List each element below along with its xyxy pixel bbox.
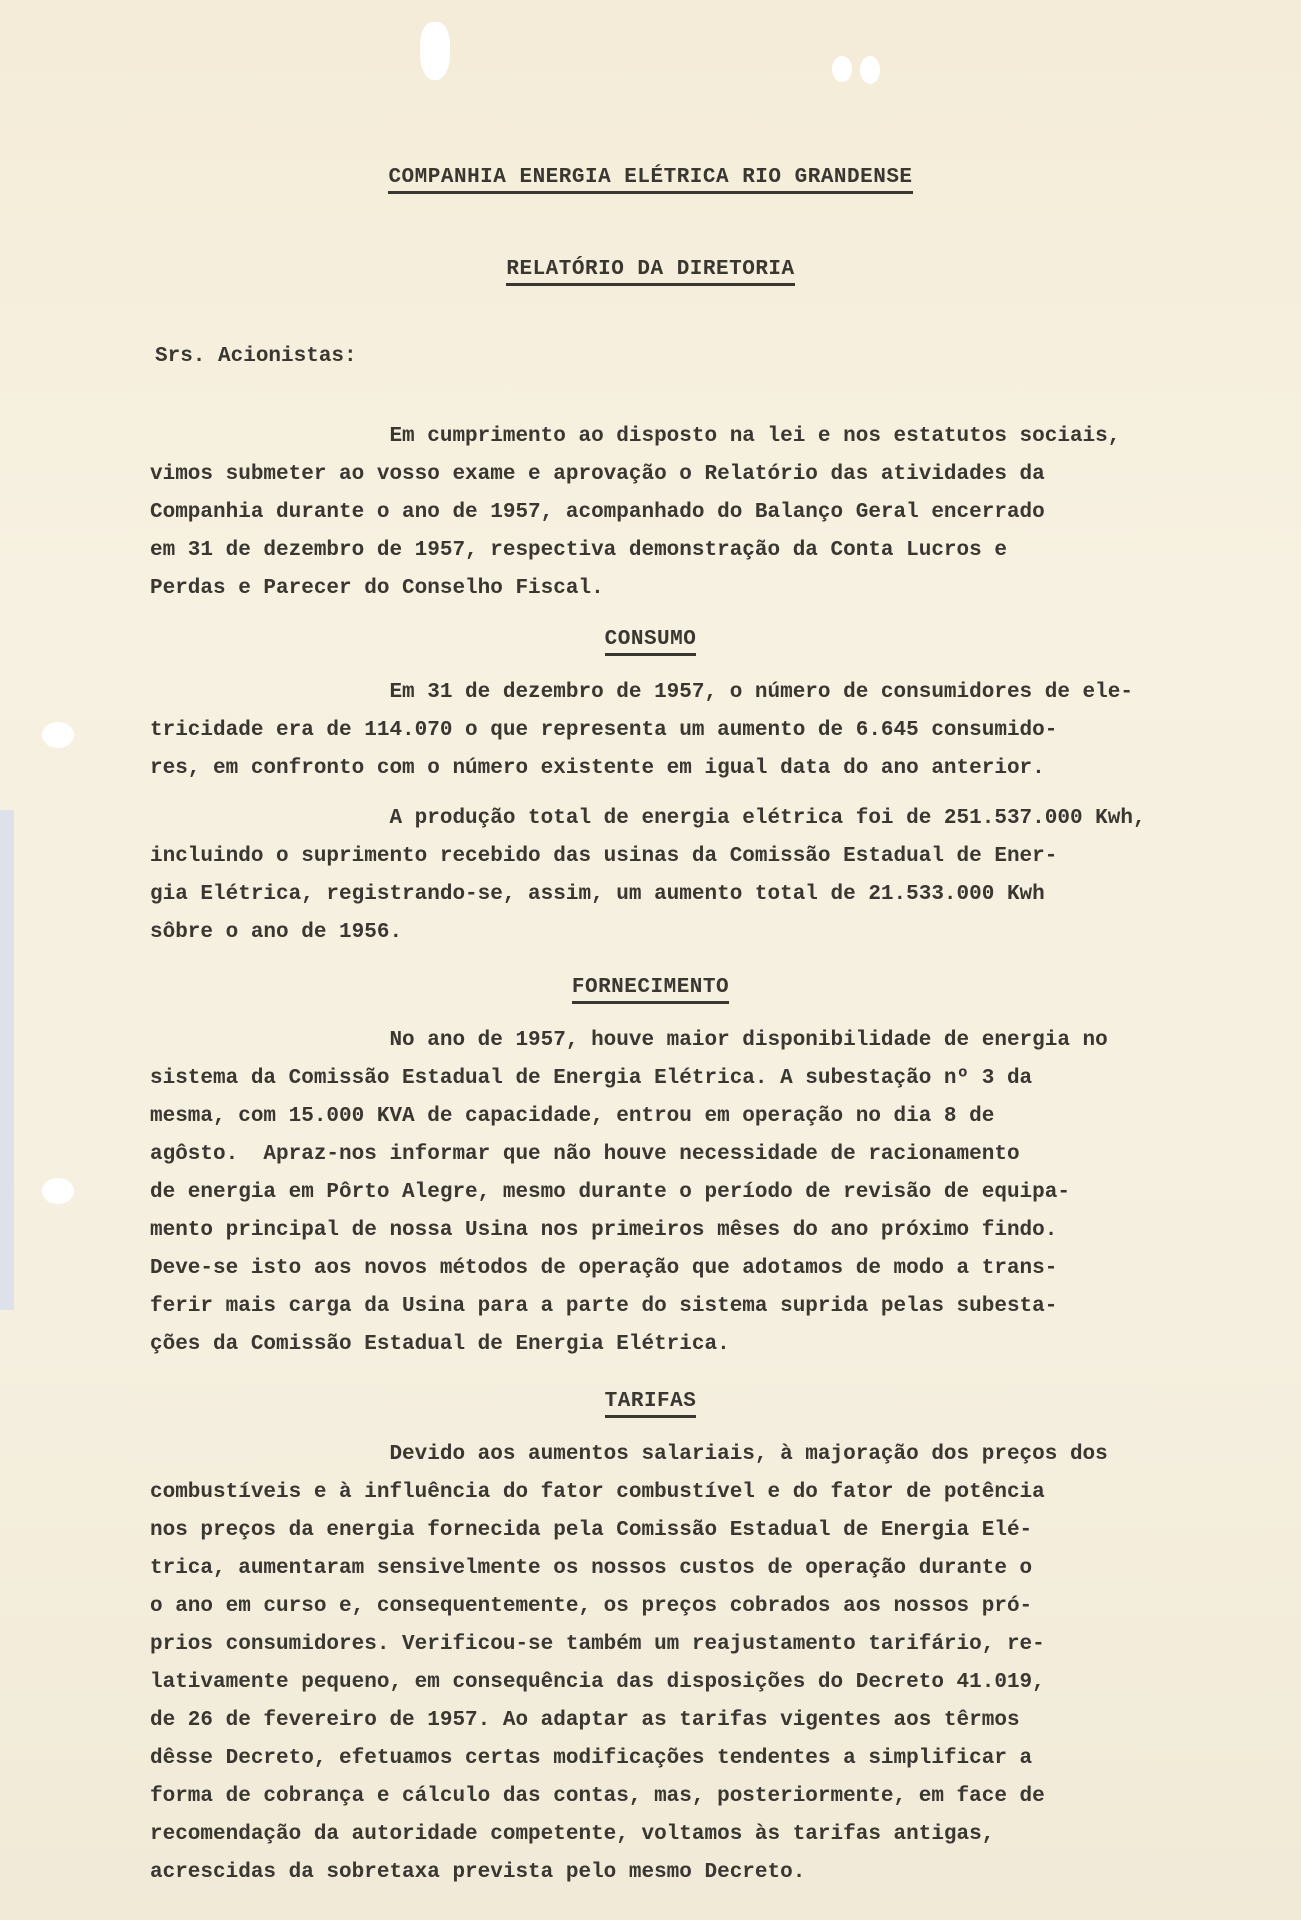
text-line: prios consumidores. Verificou-se também um reajustamento tarifário, re- [150,1633,1045,1656]
text-line: vimos submeter ao vosso exame e aprovação o Relatório das atividades da [150,463,1045,486]
text-line: tricidade era de 114.070 o que representa um aumento de 6.645 consumido- [150,719,1058,742]
punch-hole [42,1178,74,1204]
text-line: o ano em curso e, consequentemente, os preços cobrados aos nossos pró- [150,1595,1033,1618]
text-line: mento principal de nossa Usina nos primeiros mêses do ano próximo findo. [150,1219,1058,1242]
text-line: res, em confronto com o número existente em igual data do ano anterior. [150,757,1045,780]
text-line: lativamente pequeno, em consequência das disposições do Decreto 41.019, [150,1671,1045,1694]
text-line: Em 31 de dezembro de 1957, o número de consumidores de ele- [150,681,1133,704]
section-heading-consumo: CONSUMO [0,628,1301,651]
consumo-paragraph-2 [150,800,1280,952]
text-line: Deve-se isto aos novos métodos de operação que adotamos de modo a trans- [150,1257,1058,1280]
tarifas-paragraph [150,1436,1280,1892]
text-line: sistema da Comissão Estadual de Energia Elétrica. A subestação nº 3 da [150,1067,1033,1090]
text-line: agôsto. Apraz-nos informar que não houve necessidade de racionamento [150,1143,1020,1166]
report-title: RELATÓRIO DA DIRETORIA [0,258,1301,281]
text-line: de 26 de fevereiro de 1957. Ao adaptar as tarifas vigentes aos têrmos [150,1709,1020,1732]
text-line: recomendação da autoridade competente, voltamos às tarifas antigas, [150,1823,995,1846]
intro-paragraph [150,418,1280,608]
punch-hole [420,22,450,80]
text-line: Em cumprimento ao disposto na lei e nos estatutos sociais, [150,425,1121,448]
text-line: No ano de 1957, houve maior disponibilidade de energia no [150,1029,1108,1052]
text-line: ferir mais carga da Usina para a parte do sistema suprida pelas subesta- [150,1295,1058,1318]
text-line: acrescidas da sobretaxa prevista pelo mesmo Decreto. [150,1861,806,1884]
text-line: incluindo o suprimento recebido das usinas da Comissão Estadual de Ener- [150,845,1058,868]
punch-hole [832,56,852,82]
company-title: COMPANHIA ENERGIA ELÉTRICA RIO GRANDENSE [0,166,1301,189]
punch-hole [42,722,74,748]
text-line: A produção total de energia elétrica foi de 251.537.000 Kwh, [150,807,1146,830]
text-line: nos preços da energia fornecida pela Comissão Estadual de Energia Elé- [150,1519,1033,1542]
section-heading-tarifas: TARIFAS [0,1390,1301,1413]
paper-edge [0,810,14,1310]
text-line: trica, aumentaram sensivelmente os nossos custos de operação durante o [150,1557,1033,1580]
text-line: Devido aos aumentos salariais, à majoração dos preços dos [150,1443,1108,1466]
text-line: de energia em Pôrto Alegre, mesmo durante o período de revisão de equipa- [150,1181,1070,1204]
consumo-paragraph-1 [150,674,1280,788]
section-heading-fornecimento: FORNECIMENTO [0,976,1301,999]
text-line: ções da Comissão Estadual de Energia Elétrica. [150,1333,730,1356]
punch-hole [860,56,880,84]
text-line: forma de cobrança e cálculo das contas, mas, posteriormente, em face de [150,1785,1045,1808]
text-line: sôbre o ano de 1956. [150,921,403,944]
text-line: mesma, com 15.000 KVA de capacidade, entrou em operação no dia 8 de [150,1105,995,1128]
text-line: gia Elétrica, registrando-se, assim, um aumento total de 21.533.000 Kwh [150,883,1045,906]
text-line: Companhia durante o ano de 1957, acompanhado do Balanço Geral encerrado [150,501,1045,524]
salutation: Srs. Acionistas: [155,345,357,368]
text-line: dêsse Decreto, efetuamos certas modificações tendentes a simplificar a [150,1747,1033,1770]
text-line: Perdas e Parecer do Conselho Fiscal. [150,577,604,600]
fornecimento-paragraph [150,1022,1280,1364]
text-line: em 31 de dezembro de 1957, respectiva demonstração da Conta Lucros e [150,539,1007,562]
text-line: combustíveis e à influência do fator combustível e do fator de potência [150,1481,1045,1504]
